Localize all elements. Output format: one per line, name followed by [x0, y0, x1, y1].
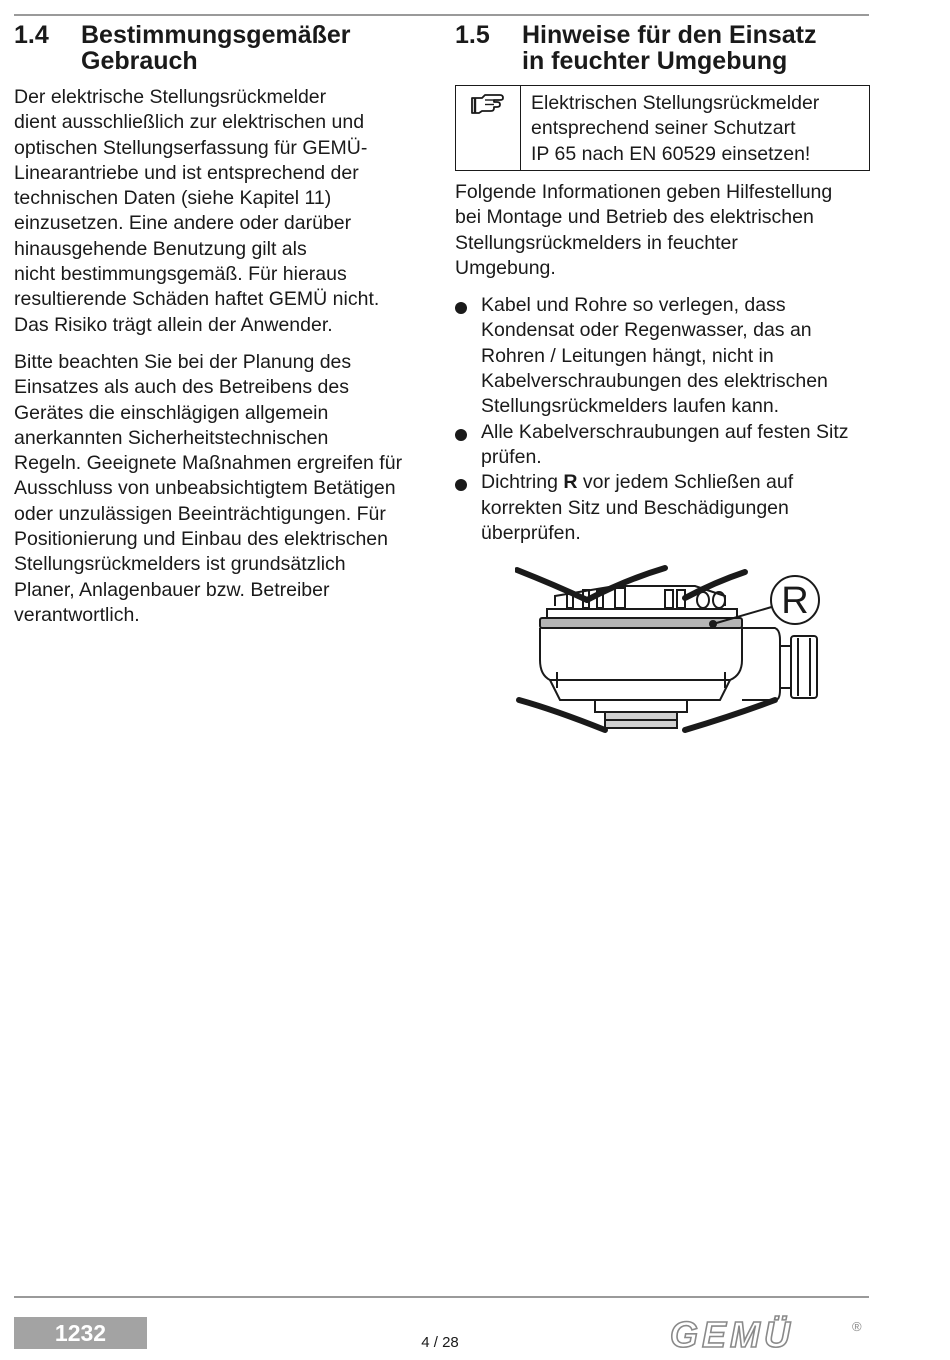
section-number: 1.4 [14, 21, 49, 49]
list-item: Kabel und Rohre so verlegen, dass Kondensat oder Regenwasser, das an Rohren / Leitungen hängt, nicht in Kabelverschraubungen des elektrischen Stellungsrückmelders laufen kann. [455, 293, 870, 419]
section-1-5 [455, 22, 870, 546]
bullet-list [455, 293, 870, 546]
notice-box [455, 85, 870, 171]
list-item: Dichtring R vor jedem Schließen auf korrekten Sitz und Beschädigungen überprüfen. [455, 470, 870, 546]
gemu-logo [668, 1315, 868, 1355]
page-number: 4 / 28 [421, 1334, 459, 1351]
paragraph-info: Folgende Informationen geben Hilfestellung bei Montage und Betrieb des elektrischen Stellungsrückmelders in feuchter Umgebung. [455, 181, 833, 279]
figure-label-r: R [781, 580, 809, 622]
registered-mark: ® [852, 1319, 862, 1334]
top-rule [14, 14, 869, 16]
pointing-hand-icon [456, 86, 521, 170]
notice-text: Elektrischen Stellungsrückmelder entsprechend seiner Schutzart IP 65 nach EN 60529 einsetzen! [531, 92, 820, 165]
paragraph-planning: Bitte beachten Sie bei der Planung des Einsatzes als auch des Betreibens des Gerätes die einschlägigen allgemein anerkannten Sicherheitstechnischen Regeln. Geeignete Maßnahmen ergreifen für Ausschluss von unbeabsichtigtem Betätigen oder unzulässigen Beeinträchtigungen. Für Positionierung und Einbau des elektrischen Stellungsrückmelders ist grundsätzlich Planer, Anlagenbauer bzw. Betreiber verantwortlich. [14, 350, 403, 626]
section-heading [14, 22, 432, 74]
section-heading [455, 22, 870, 74]
logo-text: GEMÜ [670, 1315, 794, 1355]
section-title: Hinweise für den Einsatz in feuchter Umgebung [522, 21, 817, 75]
list-item: Alle Kabelverschraubungen auf festen Sitz prüfen. [455, 420, 870, 471]
bullet-icon [455, 479, 467, 491]
seal-ring-label: R [563, 471, 578, 494]
doc-number-badge: 1232 [14, 1317, 147, 1349]
section-title: Bestimmungsgemäßer Gebrauch [81, 21, 351, 75]
paragraph-intended-use: Der elektrische Stellungsrückmelder dient ausschließlich zur elektrischen und optischen Stellungserfassung für GEMÜ- Linearantriebe und ist entsprechend der technischen Daten (siehe Kapitel 11) einzusetzen. Eine andere oder darüber hinausgehende Benutzung gilt als nicht bestimmungsgemäß. Für hieraus resultierende Schäden haftet GEMÜ nicht. Das Risiko trägt allein der Anwender. [14, 86, 380, 336]
bottom-rule [14, 1296, 869, 1298]
section-number: 1.5 [455, 21, 490, 49]
device-illustration [515, 560, 825, 760]
bullet-icon [455, 302, 467, 314]
section-1-4 [14, 22, 432, 640]
bullet-icon [455, 429, 467, 441]
